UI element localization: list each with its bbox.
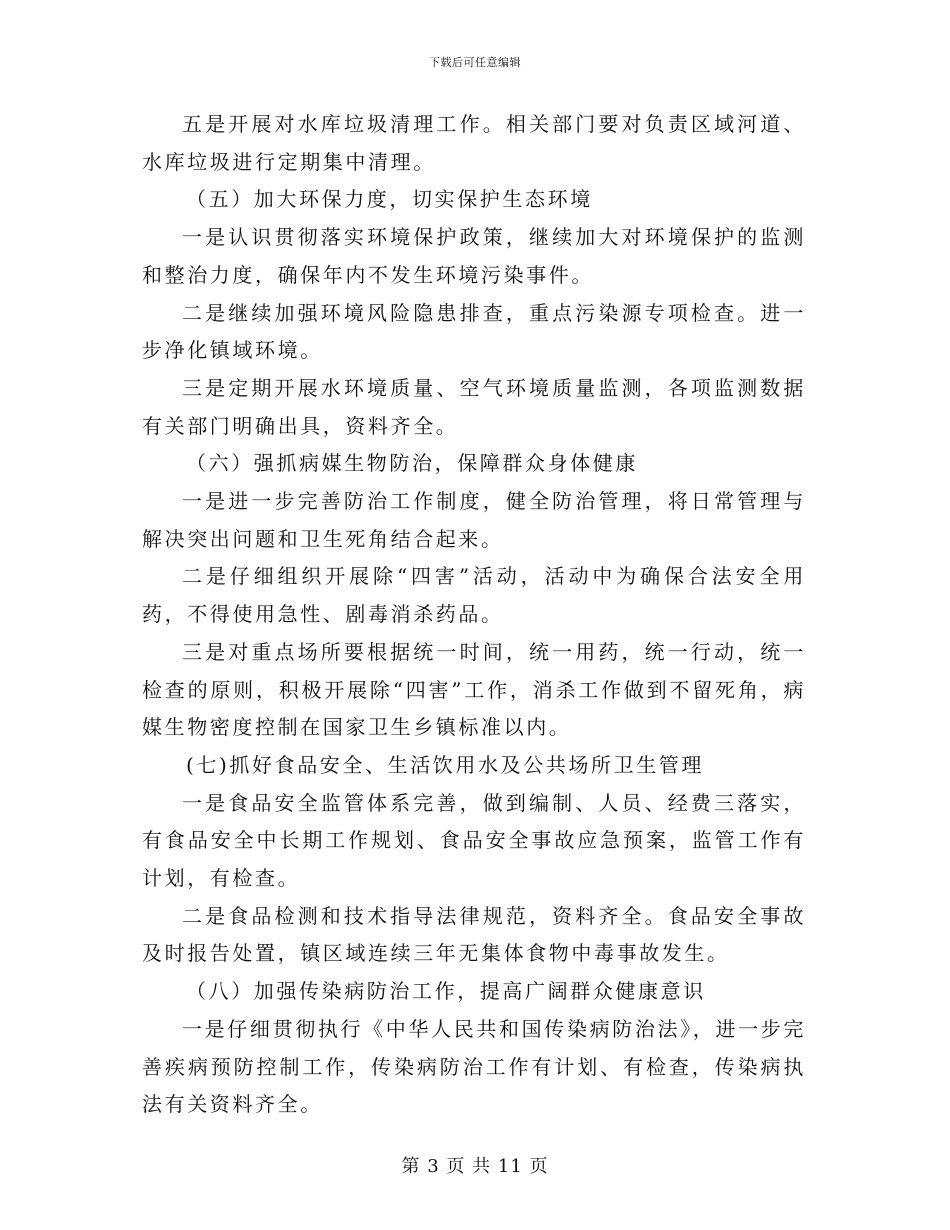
footer-prefix: 第 — [401, 1156, 421, 1177]
paragraph: 三是对重点场所要根据统一时间，统一用药，统一行动，统一检查的原则，积极开展除“四害”工作，消杀工作做到不留死角，病媒生物密度控制在国家卫生乡镇标准以内。 — [142, 639, 806, 740]
paragraph: 二是仔细组织开展除“四害”活动，活动中为确保合法安全用药，不得使用急性、剧毒消杀药品。 — [142, 564, 806, 627]
section-heading: （八）加强传染病防治工作，提高广阔群众健康意识 — [186, 979, 706, 1004]
paragraph: 一是认识贯彻落实环境保护政策，继续加大对环境保护的监测和整治力度，确保年内不发生环境污染事件。 — [142, 225, 806, 287]
section-heading: （五）加大环保力度，切实保护生态环境 — [186, 187, 593, 212]
page-header: 下载后可任意编辑 — [429, 56, 521, 69]
section-heading: （六）强抓病媒生物防治，保障群众身体健康 — [186, 451, 638, 476]
paragraph: 二是食品检测和技术指导法律规范，资料齐全。食品安全事故及时报告处置，镇区域连续三年无集体食物中毒事故发生。 — [142, 903, 806, 966]
paragraph: 一是食品安全监管体系完善，做到编制、人员、经费三落实，有食品安全中长期工作规划、食品安全事故应急预案，监管工作有计划，有检查。 — [142, 790, 806, 891]
footer-mid: 页 共 — [446, 1156, 492, 1177]
current-page-number: 3 — [427, 1156, 440, 1177]
paragraph: 一是进一步完善防治工作制度，健全防治管理，将日常管理与解决突出问题和卫生死角结合起来。 — [142, 489, 806, 551]
paragraph: 二是继续加强环境风险隐患排查，重点污染源专项检查。进一步净化镇域环境。 — [142, 300, 806, 363]
paragraph: 一是仔细贯彻执行《中华人民共和国传染病防治法》，进一步完善疾病预防控制工作，传染病防治工作有计划、有检查，传染病执法有关资料齐全。 — [142, 1016, 806, 1117]
page-footer — [0, 1152, 950, 1178]
total-pages: 11 — [497, 1156, 523, 1177]
body-text — [142, 106, 806, 1124]
section-heading: (七)抓好食品安全、生活饮用水及公共场所卫生管理 — [186, 752, 705, 777]
paragraph: 三是定期开展水环境质量、空气环境质量监测，各项监测数据有关部门明确出具，资料齐全。 — [142, 375, 806, 438]
footer-suffix: 页 — [529, 1156, 549, 1177]
paragraph: 五是开展对水库垃圾清理工作。相关部门要对负责区域河道、水库垃圾进行定期集中清理。 — [142, 112, 806, 174]
